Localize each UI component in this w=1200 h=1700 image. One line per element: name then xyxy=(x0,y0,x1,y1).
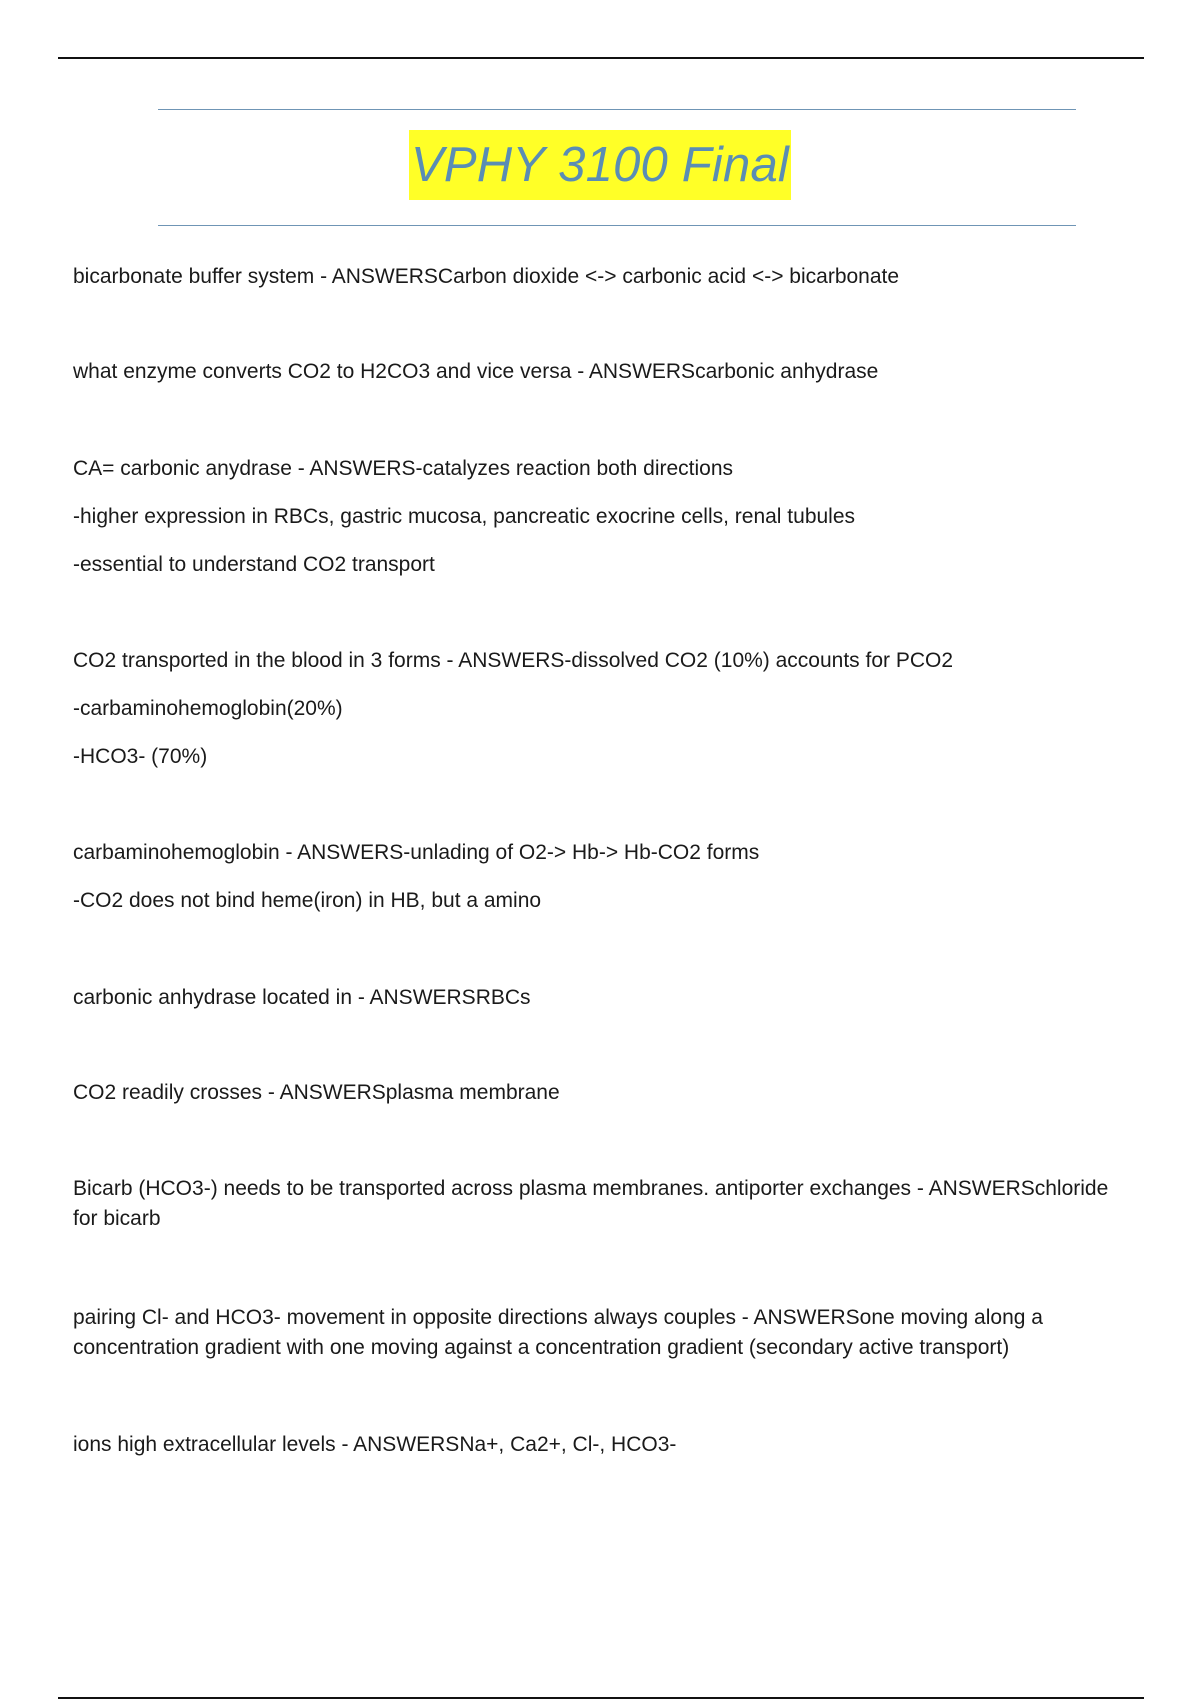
qa-line: what enzyme converts CO2 to H2CO3 and vice versa - ANSWERScarbonic anhydrase xyxy=(73,360,879,383)
qa-entry xyxy=(73,262,1148,292)
qa-line: -HCO3- (70%) xyxy=(73,745,208,768)
qa-line: bicarbonate buffer system - ANSWERSCarbon dioxide <-> carbonic acid <-> bicarbonate xyxy=(73,265,900,288)
qa-line: carbonic anhydrase located in - ANSWERSRBCs xyxy=(73,986,531,1009)
title-block xyxy=(0,130,1200,200)
qa-line: for bicarb xyxy=(73,1207,161,1230)
qa-entry xyxy=(73,1078,1148,1108)
qa-entry xyxy=(73,1303,1148,1363)
document-title: VPHY 3100 Final xyxy=(409,130,791,200)
qa-line: pairing Cl- and HCO3- movement in opposite directions always couples - ANSWERSone moving along a xyxy=(73,1306,1043,1329)
qa-entry xyxy=(73,838,1148,916)
qa-entry xyxy=(73,983,1148,1013)
qa-entry xyxy=(73,1174,1148,1234)
qa-line: CO2 transported in the blood in 3 forms - ANSWERS-dissolved CO2 (10%) accounts for PCO2 xyxy=(73,649,954,672)
page-top-rule xyxy=(58,57,1144,59)
qa-entry xyxy=(73,1430,1148,1460)
qa-line: -higher expression in RBCs, gastric mucosa, pancreatic exocrine cells, renal tubules xyxy=(73,505,856,528)
qa-line: carbaminohemoglobin - ANSWERS-unlading of O2-> Hb-> Hb-CO2 forms xyxy=(73,841,760,864)
qa-entry xyxy=(73,454,1148,580)
title-lower-rule xyxy=(158,225,1076,226)
qa-line: -essential to understand CO2 transport xyxy=(73,553,435,576)
qa-line: Bicarb (HCO3-) needs to be transported across plasma membranes. antiporter exchanges - ANSWERSchloride xyxy=(73,1177,1109,1200)
qa-line: ions high extracellular levels - ANSWERSNa+, Ca2+, Cl-, HCO3- xyxy=(73,1433,677,1456)
qa-line: -CO2 does not bind heme(iron) in HB, but a amino xyxy=(73,889,542,912)
qa-entry xyxy=(73,357,1148,387)
title-upper-rule xyxy=(158,109,1076,110)
page-bottom-rule xyxy=(58,1697,1144,1699)
qa-line: concentration gradient with one moving against a concentration gradient (secondary active transport) xyxy=(73,1336,1010,1359)
qa-line: -carbaminohemoglobin(20%) xyxy=(73,697,343,720)
qa-entry xyxy=(73,646,1148,772)
qa-line: CA= carbonic anydrase - ANSWERS-catalyzes reaction both directions xyxy=(73,457,734,480)
qa-line: CO2 readily crosses - ANSWERSplasma membrane xyxy=(73,1081,560,1104)
